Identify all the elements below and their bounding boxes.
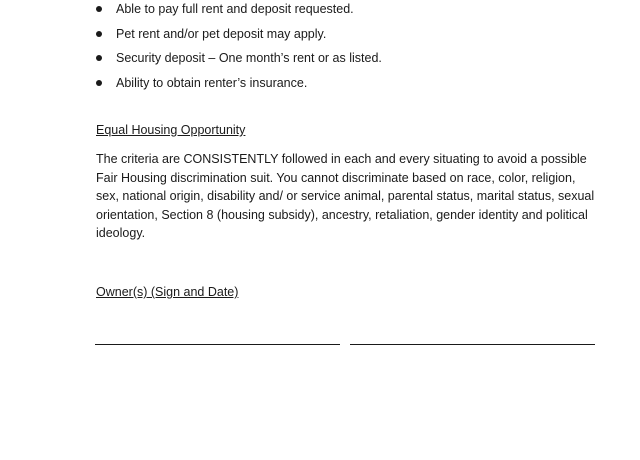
requirement-text: Pet rent and/or pet deposit may apply. bbox=[116, 26, 327, 41]
bullet-icon bbox=[96, 31, 102, 37]
list-item bbox=[96, 1, 382, 26]
bullet-icon bbox=[96, 55, 102, 61]
requirements-list bbox=[96, 1, 382, 99]
requirement-text: Security deposit – One month’s rent or as listed. bbox=[116, 51, 382, 65]
equal-housing-paragraph: The criteria are CONSISTENTLY followed in each and every situating to avoid a possible Fair Housing discrimination suit. You cannot discriminate based on race, color, religion, sex, national origin, disability and/ or service animal, parental status, marital status, sexual orientation, Section 8 (housing subsidy), ancestry, retaliation, gender identity and political ideology. bbox=[96, 152, 595, 240]
bullet-icon bbox=[96, 80, 102, 86]
date-line[interactable] bbox=[350, 344, 595, 345]
requirement-text: Able to pay full rent and deposit requested. bbox=[116, 2, 354, 16]
list-item bbox=[96, 50, 382, 75]
bullet-icon bbox=[96, 6, 102, 12]
requirement-text: Ability to obtain renter’s insurance. bbox=[116, 75, 308, 90]
list-item bbox=[96, 26, 382, 51]
owner-signature-heading: Owner(s) (Sign and Date) bbox=[96, 285, 239, 299]
equal-housing-heading: Equal Housing Opportunity bbox=[96, 123, 246, 137]
list-item bbox=[96, 75, 382, 100]
signature-line[interactable] bbox=[95, 344, 340, 345]
